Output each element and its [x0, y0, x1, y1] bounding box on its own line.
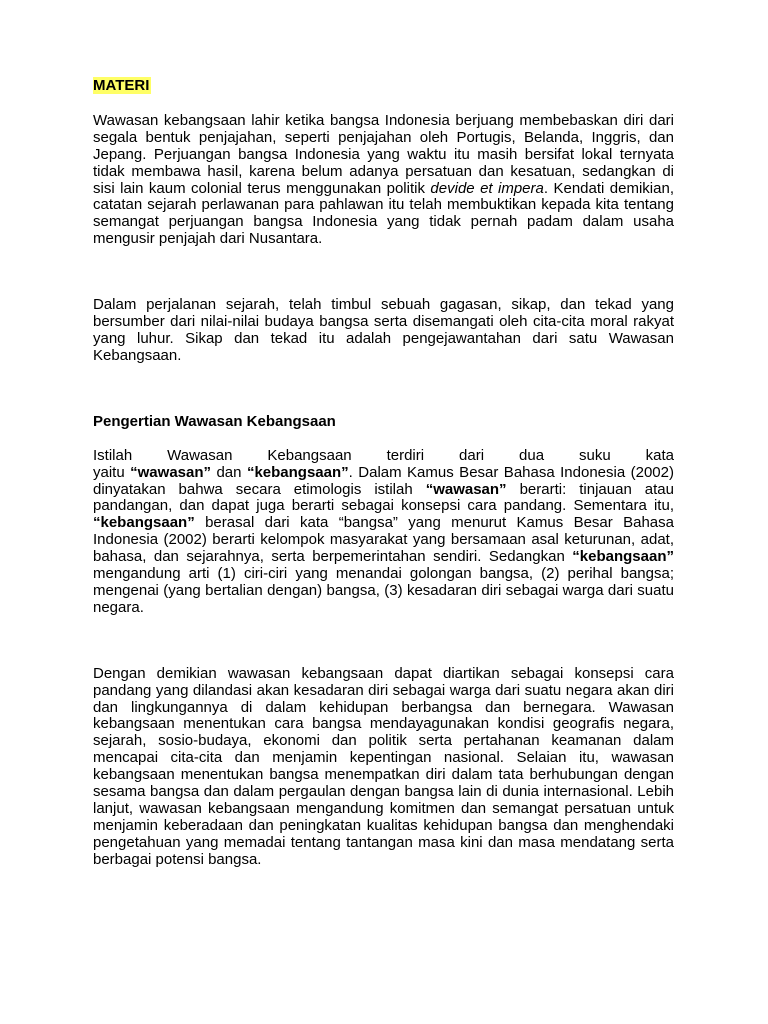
materi-heading	[93, 78, 674, 95]
term-kebangsaan: “kebangsaan”	[572, 548, 674, 566]
paragraph-3-text: . Dalam Kamus Besar Bahasa Indonesia (2002) dinyatakan bahwa secara etimologis istilah	[93, 463, 674, 498]
document-page	[93, 78, 674, 869]
term-kebangsaan: “kebangsaan”	[246, 463, 349, 481]
paragraph-3-text: berasal dari kata “bangsa” yang menurut Kamus Besar Bahasa Indonesia (2002) berarti kelompok masyarakat yang bersamaan asal keturunan, adat, bahasa, dan sejarahnya, serta berpemerintahan sendiri. Sedangkan	[93, 514, 674, 566]
paragraph-2: Dalam perjalanan sejarah, telah timbul sebuah gagasan, sikap, dan tekad yang bersumber dari nilai-nilai budaya bangsa serta disemangati oleh cita-cita moral rakyat yang luhur. Sikap dan tekad itu adalah pengejawantahan dari satu Wawasan Kebangsaan.	[93, 296, 674, 364]
term-kebangsaan: “kebangsaan”	[93, 514, 195, 532]
paragraph-3	[93, 465, 674, 617]
paragraph-1-text-b: . Kendati demikian, catatan sejarah perlawanan para pahlawan itu telah membuktikan kepada kita tentang semangat perjuangan bangsa Indonesia yang tidak pernah padam dalam usaha mengusir penjajah dari Nusantara.	[93, 179, 674, 248]
paragraph-3-text: berarti: tinjauan atau pandangan, dan dapat juga berarti sebagai konsepsi cara pandang. Sementara itu,	[93, 480, 674, 515]
paragraph-3-text: mengandung arti (1) ciri-ciri yang menandai golongan bangsa, (2) perihal bangsa; mengenai (yang bertalian dengan) bangsa, (3) kesadaran diri sebagai warga dari suatu negara.	[93, 565, 674, 616]
paragraph-4: Dengan demikian wawasan kebangsaan dapat diartikan sebagai konsepsi cara pandang yang dilandasi akan kesadaran diri sebagai warga dari suatu negara akan diri dan lingkungannya di dalam kehidupan berbangsa dan bernegara. Wawasan kebangsaan menentukan cara bangsa mendayagunakan kondisi geografis negara, sejarah, sosio-budaya, ekonomi dan politik serta pertahanan keamanan dalam mencapai cita-cita dan menjamin kepentingan nasional. Selaian itu, wawasan kebangsaan menentukan bangsa menempatkan diri dalam tata berhubungan dengan sesama bangsa dan dalam pergaulan dengan bangsa lain di dunia internasional. Lebih lanjut, wawasan kebangsaan mengandung komitmen dan semangat persatuan untuk menjamin keberadaan dan peningkatan kualitas kehidupan bangsa dan menghendaki pengetahuan yang memadai tentang tantangan masa kini dan masa mendatang serta berbagai potensi bangsa.	[93, 664, 674, 868]
paragraph-3-text: dan	[211, 463, 247, 481]
term-wawasan: “wawasan”	[130, 463, 212, 481]
paragraph-1-text-a: Wawasan kebangsaan lahir ketika bangsa Indonesia berjuang membebaskan diri dari segala bentuk penjajahan, seperti penjajahan oleh Portugis, Belanda, Inggris, dan Jepang. Perjuangan bangsa Indonesia yang waktu itu masih bersifat lokal ternyata tidak membawa hasil, karena belum adanya persatuan dan kesatuan, sedangkan di sisi lain kaum colonial terus menggunakan politik	[93, 111, 674, 197]
paragraph-3-line-1: Istilah Wawasan Kebangsaan terdiri dari dua suku kata	[93, 446, 674, 464]
paragraph-1	[93, 113, 674, 248]
materi-label: MATERI	[93, 77, 150, 94]
term-wawasan: “wawasan”	[425, 480, 507, 498]
paragraph-3-text: yaitu	[93, 463, 131, 481]
paragraph-1-italic: devide et impera	[430, 179, 544, 197]
section-heading: Pengertian Wawasan Kebangsaan	[93, 412, 336, 430]
